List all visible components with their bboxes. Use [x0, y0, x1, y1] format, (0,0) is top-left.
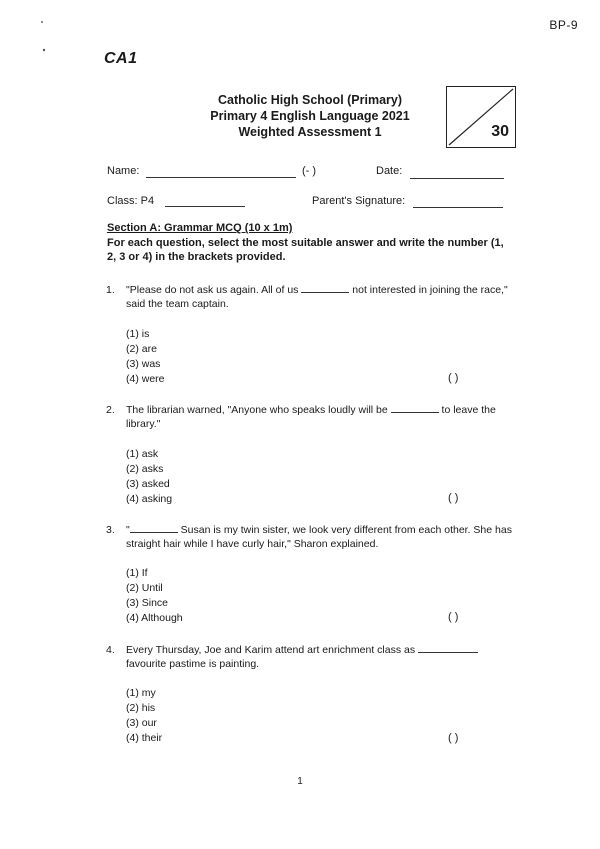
index-bracket: (- ) — [302, 165, 317, 177]
option: (1) my — [126, 687, 156, 699]
question-4 — [106, 643, 516, 671]
option: (2) are — [126, 343, 157, 355]
class-field[interactable] — [165, 205, 245, 207]
question-3 — [106, 523, 516, 551]
options-4 — [126, 686, 162, 746]
answer-bracket[interactable]: ( ) — [448, 611, 459, 623]
answer-blank — [130, 523, 178, 533]
option: (2) his — [126, 702, 156, 714]
class-label: Class: P4 — [107, 195, 155, 207]
document-code: BP-9 — [549, 18, 578, 32]
page-header — [180, 92, 440, 140]
scan-speck — [40, 20, 70, 62]
question-number: 3. — [106, 524, 115, 536]
name-row — [107, 165, 139, 177]
question-stem: The librarian warned, "Anyone who speaks loudly will be to leave the library." — [126, 404, 496, 430]
answer-blank — [391, 403, 439, 413]
option: (1) ask — [126, 448, 159, 460]
page-number: 1 — [297, 776, 303, 787]
option: (4) their — [126, 732, 163, 744]
assessment-title: Weighted Assessment 1 — [238, 125, 382, 139]
subject-title: Primary 4 English Language 2021 — [210, 109, 410, 123]
question-number: 4. — [106, 644, 115, 656]
options-3 — [126, 566, 183, 626]
option: (1) If — [126, 567, 148, 579]
date-label: Date: — [376, 165, 403, 177]
answer-blank — [418, 643, 478, 653]
school-name: Catholic High School (Primary) — [217, 93, 403, 107]
assessment-code: CA1 — [104, 50, 138, 67]
section-title: Section A: Grammar MCQ (10 x 1m) — [107, 222, 293, 234]
question-stem: " Susan is my twin sister, we look very different from each other. She has straight hair while I have curly hair," Sharon explained. — [126, 524, 512, 550]
question-stem: Every Thursday, Joe and Karim attend art enrichment class as favourite pastime is painting. — [126, 643, 516, 671]
question-2 — [106, 403, 516, 431]
option: (3) asked — [126, 478, 170, 490]
answer-bracket[interactable]: ( ) — [448, 372, 459, 384]
question-stem: "Please do not ask us again. All of us not interested in joining the race," said the team captain. — [126, 284, 508, 310]
question-1 — [106, 283, 516, 311]
option: (3) our — [126, 717, 157, 729]
option: (2) asks — [126, 463, 164, 475]
option: (3) was — [126, 358, 161, 370]
question-number: 2. — [106, 404, 115, 416]
option: (2) Until — [126, 582, 163, 594]
answer-blank — [301, 283, 349, 293]
date-field[interactable] — [410, 177, 504, 179]
option: (3) Since — [126, 597, 169, 609]
signature-label: Parent's Signature: — [312, 195, 406, 207]
name-field[interactable] — [146, 176, 296, 178]
name-label: Name: — [107, 165, 140, 177]
question-number: 1. — [106, 284, 115, 296]
options-2 — [126, 447, 172, 507]
options-1 — [126, 327, 165, 387]
score-total: 30 — [491, 123, 509, 140]
score-box — [446, 86, 516, 148]
option: (4) asking — [126, 493, 173, 505]
signature-field[interactable] — [413, 206, 503, 208]
answer-bracket[interactable]: ( ) — [448, 732, 459, 744]
option: (4) Although — [126, 612, 183, 624]
section-instructions: For each question, select the most suitable answer and write the number (1, 2, 3 or 4) in the brackets provided. — [107, 237, 504, 263]
option: (4) were — [126, 373, 165, 385]
answer-bracket[interactable]: ( ) — [448, 492, 459, 504]
option: (1) is — [126, 328, 150, 340]
